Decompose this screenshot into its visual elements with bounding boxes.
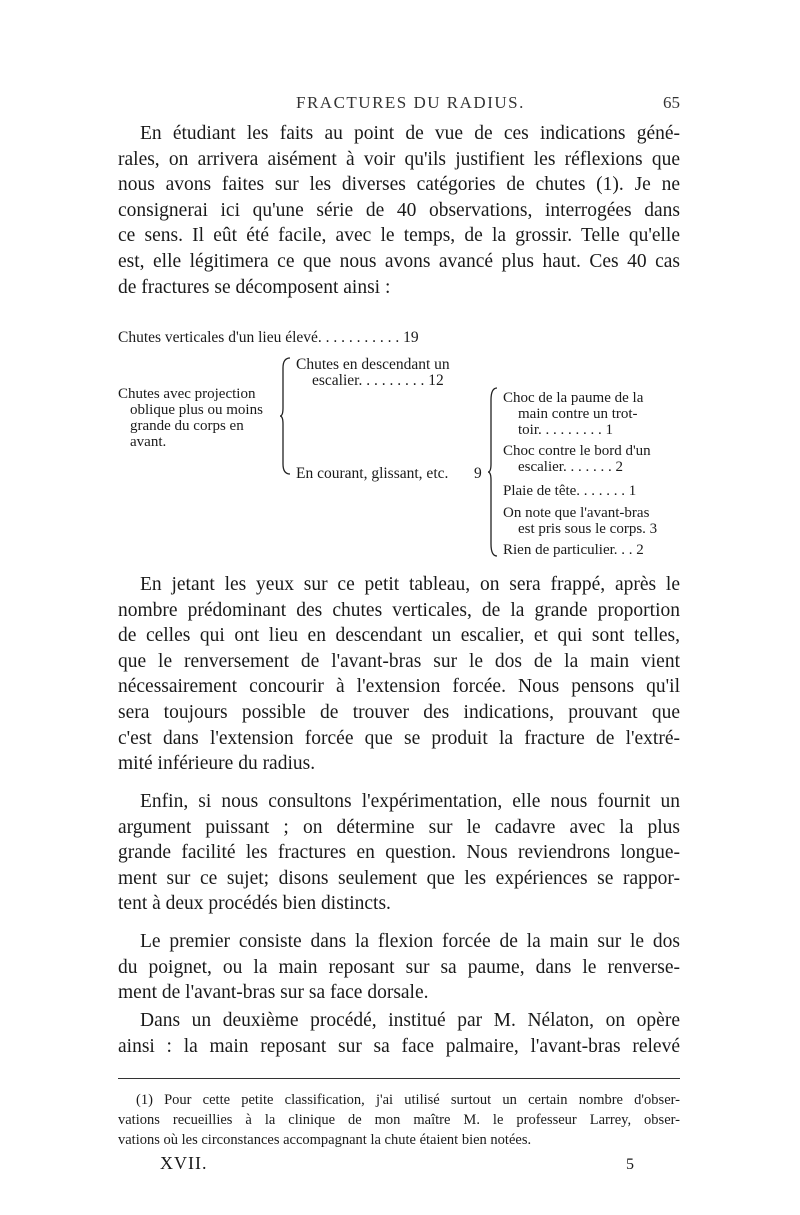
left-group-line: grande du corps en [130, 418, 244, 434]
text-line: rales, on arrivera aisément à voir qu'ils justifient les réflexions que [118, 148, 680, 170]
detail-line: toir. . . . . . . . . 1 [518, 422, 614, 438]
detail-line: Choc contre le bord d'un [503, 443, 651, 459]
left-brace-icon [280, 356, 292, 476]
paragraph-2 [118, 572, 680, 777]
running-count: 9 [474, 465, 482, 482]
text-line: ment de l'avant-bras sur sa face dorsale. [118, 982, 429, 1004]
text-line: En jetant les yeux sur ce petit tableau, on sera frappé, après le [140, 574, 680, 595]
text-line: de fractures se décomposent ainsi : [118, 276, 391, 298]
footnote-line: vations où les circonstances accompagnant la chute étaient bien notées. [118, 1132, 532, 1148]
text-line: Le premier consiste dans la flexion forcée de la main sur le dos [140, 931, 680, 952]
detail-line: escalier. . . . . . . 2 [518, 459, 623, 475]
text-line: sera toujours possible de trouver des indications, prouvant que [118, 701, 680, 723]
detail-line: est pris sous le corps. 3 [518, 521, 658, 537]
text-line: Enfin, si nous consultons l'expérimentation, elle nous fournit un [140, 791, 680, 812]
stairs-count: escalier. . . . . . . . . 12 [312, 372, 444, 389]
footnote-divider [118, 1078, 680, 1079]
text-line: consignerai ici qu'une série de 40 observations, interrogées dans [118, 199, 680, 221]
footnote-line: (1) Pour cette petite classification, j'ai utilisé surtout un certain nombre d'obser- [136, 1092, 680, 1108]
footnote-line: vations recueillies à la clinique de mon maître M. le professeur Larrey, obser- [118, 1112, 680, 1128]
text-line: ce sens. Il eût été facile, avec le temps, de la grossir. Telle qu'elle [118, 225, 680, 247]
page-number: 65 [663, 93, 680, 112]
text-line: ainsi : la main reposant sur sa face palmaire, l'avant-bras relevé [118, 1035, 680, 1057]
right-brace-icon [488, 386, 500, 558]
text-line: mité inférieure du radius. [118, 753, 316, 775]
detail-line: main contre un trot- [518, 406, 638, 422]
row-vertical-falls: Chutes verticales d'un lieu élevé. . . . . . . . . . . 19 [118, 329, 419, 346]
text-line: nous avons faites sur les diverses catégories de chutes (1). Je ne [118, 174, 680, 196]
signature-mark: XVII. [160, 1153, 208, 1173]
signature-number: 5 [626, 1156, 634, 1173]
left-group-line: avant. [130, 434, 167, 450]
paragraph-4 [118, 929, 680, 1006]
text-line: nécessairement concourir à l'extension forcée. Nous pensons qu'il [118, 676, 680, 698]
text-line: du poignet, ou la main reposant sur sa paume, dans le renverse- [118, 956, 680, 978]
text-line: Dans un deuxième procédé, institué par M. Nélaton, on opère [140, 1010, 680, 1031]
text-line: nombre prédominant des chutes verticales, de la grande proportion [118, 599, 680, 621]
text-line: En étudiant les faits au point de vue de ces indications géné- [140, 123, 680, 144]
paragraph-5 [118, 1008, 680, 1059]
text-line: de celles qui ont lieu en descendant un escalier, et qui sont telles, [118, 625, 680, 647]
text-line: que le renversement de l'avant-bras sur le dos de la main vient [118, 650, 680, 672]
text-line: grande facilité les fractures en question. Nous reviendrons longue- [118, 842, 680, 864]
text-line: est, elle légitimera ce que nous avons avancé plus haut. Ces 40 cas [118, 250, 680, 272]
left-group-line: oblique plus ou moins [130, 402, 263, 418]
text-line: tent à deux procédés bien distincts. [118, 893, 391, 915]
footnote [118, 1090, 680, 1150]
detail-line: Plaie de tête. . . . . . . 1 [503, 483, 637, 499]
text-line: c'est dans l'extension forcée que se produit la fracture de l'extré- [118, 727, 680, 749]
left-group-line: Chutes avec projection [118, 386, 256, 402]
running-label: En courant, glissant, etc. [296, 465, 449, 482]
paragraph-3 [118, 789, 680, 917]
detail-line: Choc de la paume de la [503, 390, 644, 406]
detail-line: On note que l'avant-bras [503, 505, 650, 521]
text-line: argument puissant ; on détermine sur le cadavre avec la plus [118, 816, 680, 838]
text-line: ment sur ce sujet; disons seulement que les expériences se rappor- [118, 867, 680, 889]
running-title: FRACTURES DU RADIUS. [296, 93, 525, 112]
stairs-label: Chutes en descendant un [296, 356, 450, 373]
detail-line: Rien de particulier. . . 2 [503, 542, 644, 558]
